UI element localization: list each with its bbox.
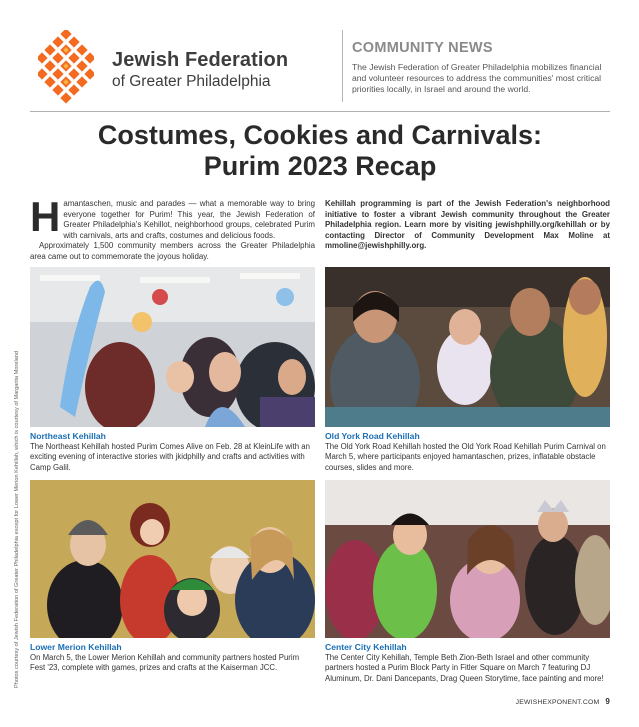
caption-text-northeast: The Northeast Kehillah hosted Purim Comes Alive on Feb. 28 at KleinLife with an exciting evening of interactive stories with jkidphilly and crafts and activities with Camp Galil. [30, 442, 310, 472]
caption-text-center-city: The Center City Kehillah, Temple Beth Zion-Beth Israel and other community partners hosted a Purim Block Party in Fitler Square on March 7 featuring DJ Aluminum, Dr. Dani Dancepants, Drag Queen Storytime, face painting and more! [325, 653, 604, 683]
org-name-line1: Jewish Federation [112, 49, 289, 71]
org-name [112, 48, 288, 92]
masthead [30, 28, 610, 108]
caption-title-center-city: Center City Kehillah [325, 642, 407, 652]
photo-northeast-kehillah [30, 267, 315, 427]
federation-logo-icon [38, 30, 94, 106]
intro-paragraph-2: Approximately 1,500 community members across the Greater Philadelphia area came out to commemorate the joyous holiday. [30, 241, 315, 261]
program-info: Kehillah programming is part of the Jewish Federation's neighborhood initiative to foster a vibrant Jewish community throughout the Greater Philadelphia region. Learn more by visiting jewishphilly.org/kehillah or by contacting Director of Community Development Max Moline at mmoline@jewishphilly.org. [325, 199, 610, 251]
caption-title-northeast: Northeast Kehillah [30, 431, 106, 441]
article-headline [30, 120, 610, 182]
headline-line2: Purim 2023 Recap [203, 151, 437, 181]
footer-site: JEWISHEXPONENT.COM [515, 699, 600, 706]
header-divider [342, 30, 343, 102]
header-rule [30, 111, 610, 112]
section-title: COMMUNITY NEWS [352, 40, 493, 56]
intro-paragraph-1: amantaschen, music and parades — what a memorable way to bring everyone together for Purim! This year, the Jewish Federation of Greater Philadelphia's Kehillot, neighborhood groups, celebrated Purim with carnivals, arts and crafts, costumes and delicious foods. [63, 199, 315, 240]
caption-title-old-york-road: Old York Road Kehillah [325, 431, 420, 441]
org-name-line2: of Greater Philadelphia [112, 73, 271, 90]
photo-old-york-road-kehillah [325, 267, 610, 427]
caption-text-lower-merion: On March 5, the Lower Merion Kehillah and community partners hosted Purim Fest '23, complete with games, prizes and crafts at the Kaiserman JCC. [30, 653, 300, 673]
photo-lower-merion-kehillah [30, 480, 315, 638]
caption-title-lower-merion: Lower Merion Kehillah [30, 642, 122, 652]
photo-credit: Photos courtesy of Jewish Federation of Greater Philadelphia except for Lower Merion Kehillah, which is courtesy of Margarita Moreland [14, 350, 20, 688]
headline-line1: Costumes, Cookies and Carnivals: [97, 120, 543, 150]
page-footer [516, 697, 610, 706]
page-number: 9 [605, 697, 610, 706]
section-description: The Jewish Federation of Greater Philadelphia mobilizes financial and volunteer resources to address the communities' most critical priorities locally, in Israel and around the world. [352, 62, 602, 94]
drop-cap: H [30, 193, 61, 240]
caption-text-old-york-road: The Old York Road Kehillah hosted the Old York Road Kehillah Purim Carnival on March 5, where participants enjoyed hamantaschen, prizes, inflatable obstacle courses, slides and more. [325, 442, 606, 472]
photo-center-city-kehillah [325, 480, 610, 638]
